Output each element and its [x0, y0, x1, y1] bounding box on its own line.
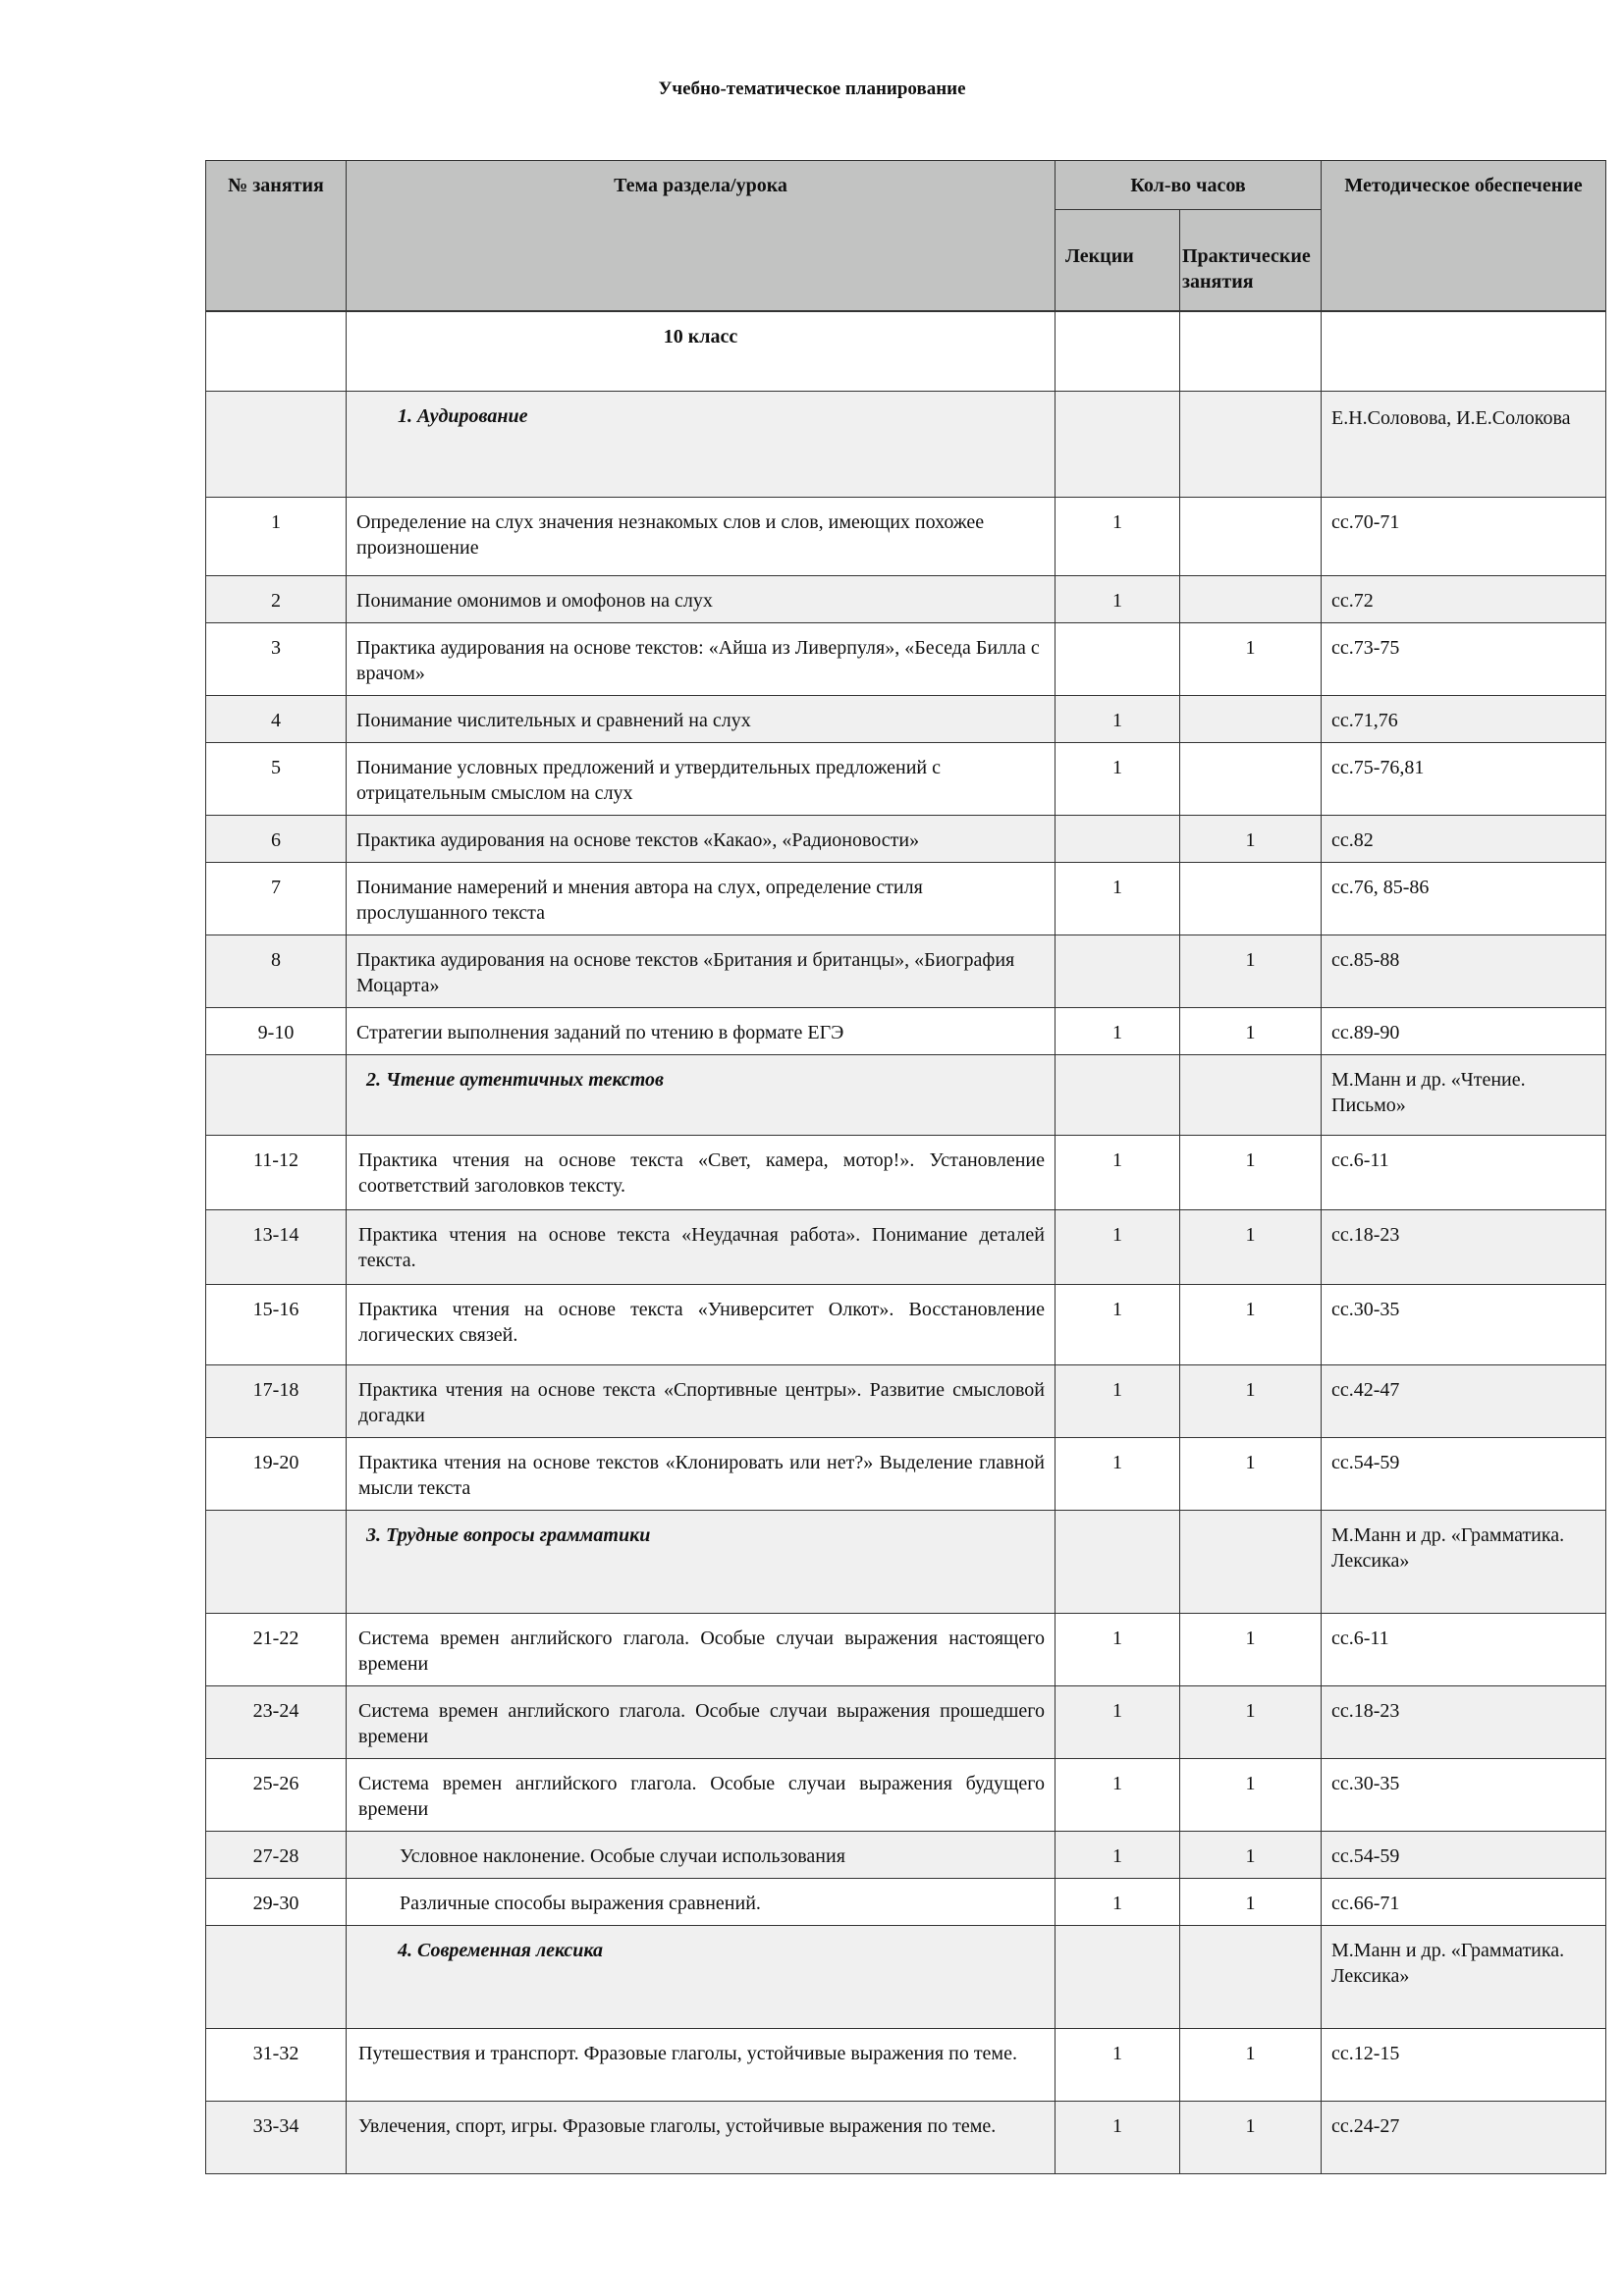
practice-hours: 1: [1180, 935, 1322, 1008]
lesson-topic: Практика аудирования на основе текстов «Какао», «Радионовости»: [347, 816, 1056, 863]
section-method: М.Манн и др. «Грамматика. Лексика»: [1322, 1926, 1606, 2029]
practice-hours: 1: [1180, 1365, 1322, 1438]
lecture-hours: 1: [1056, 1614, 1180, 1686]
lesson-number: 8: [206, 935, 347, 1008]
method-pages: сс.30-35: [1322, 1285, 1606, 1365]
table-row: [206, 743, 1606, 816]
table-row: [206, 696, 1606, 743]
table-row: [206, 1879, 1606, 1926]
method-pages: сс.89-90: [1322, 1008, 1606, 1055]
practice-hours: [1180, 696, 1322, 743]
lesson-number: 19-20: [206, 1438, 347, 1511]
lecture-hours: 1: [1056, 1759, 1180, 1832]
lecture-hours: 1: [1056, 696, 1180, 743]
table-row: [206, 1285, 1606, 1365]
lecture-hours: [1056, 935, 1180, 1008]
header-num: № занятия: [206, 161, 347, 311]
lesson-number: 7: [206, 863, 347, 935]
lesson-topic: Понимание числительных и сравнений на слух: [347, 696, 1056, 743]
lecture-hours: [1056, 816, 1180, 863]
table-row: [206, 1438, 1606, 1511]
lesson-topic: Практика аудирования на основе текстов «Британия и британцы», «Биография Моцарта»: [347, 935, 1056, 1008]
table-row: [206, 863, 1606, 935]
table-row: [206, 498, 1606, 576]
lecture-hours: 1: [1056, 2029, 1180, 2102]
class-title: 10 класс: [347, 311, 1056, 392]
practice-hours: [1180, 576, 1322, 623]
method-pages: сс.82: [1322, 816, 1606, 863]
header-topic: Тема раздела/урока: [347, 161, 1056, 311]
method-pages: сс.54-59: [1322, 1832, 1606, 1879]
lecture-hours: 1: [1056, 1365, 1180, 1438]
lecture-hours: 1: [1056, 1008, 1180, 1055]
table-row: [206, 1008, 1606, 1055]
lesson-topic: Практика чтения на основе текста «Неудачная работа». Понимание деталей текста.: [347, 1210, 1056, 1285]
lesson-number: 17-18: [206, 1365, 347, 1438]
lecture-hours: 1: [1056, 1438, 1180, 1511]
practice-hours: 1: [1180, 2029, 1322, 2102]
table-row: [206, 935, 1606, 1008]
lesson-topic: Понимание омонимов и омофонов на слух: [347, 576, 1056, 623]
lesson-number: 31-32: [206, 2029, 347, 2102]
section-row: [206, 1511, 1606, 1614]
table-row: [206, 1136, 1606, 1210]
lesson-number: 25-26: [206, 1759, 347, 1832]
practice-hours: 1: [1180, 1759, 1322, 1832]
practice-hours: 1: [1180, 1285, 1322, 1365]
lesson-number: 29-30: [206, 1879, 347, 1926]
lecture-hours: 1: [1056, 498, 1180, 576]
practice-hours: 1: [1180, 2102, 1322, 2174]
practice-hours: 1: [1180, 816, 1322, 863]
section-method: М.Манн и др. «Грамматика. Лексика»: [1322, 1511, 1606, 1614]
lecture-hours: [1056, 623, 1180, 696]
header-hours: Кол-во часов: [1056, 161, 1322, 210]
method-pages: сс.76, 85-86: [1322, 863, 1606, 935]
practice-hours: [1180, 743, 1322, 816]
table-row: [206, 1614, 1606, 1686]
lesson-topic: Система времен английского глагола. Особые случаи выражения прошедшего времени: [347, 1686, 1056, 1759]
lesson-topic: Система времен английского глагола. Особые случаи выражения настоящего времени: [347, 1614, 1056, 1686]
practice-hours: [1180, 863, 1322, 935]
method-pages: сс.30-35: [1322, 1759, 1606, 1832]
lesson-topic: Путешествия и транспорт. Фразовые глаголы, устойчивые выражения по теме.: [347, 2029, 1056, 2102]
method-pages: сс.70-71: [1322, 498, 1606, 576]
lecture-hours: 1: [1056, 1136, 1180, 1210]
header-method: Методическое обеспечение: [1322, 161, 1606, 311]
page-title: Учебно-тематическое планирование: [658, 79, 966, 99]
lesson-topic: Различные способы выражения сравнений.: [347, 1879, 1056, 1926]
table-row: [206, 1365, 1606, 1438]
lesson-topic: Определение на слух значения незнакомых слов и слов, имеющих похожее произношение: [347, 498, 1056, 576]
method-pages: сс.73-75: [1322, 623, 1606, 696]
method-pages: сс.72: [1322, 576, 1606, 623]
method-pages: сс.54-59: [1322, 1438, 1606, 1511]
lecture-hours: 1: [1056, 743, 1180, 816]
lesson-topic: Увлечения, спорт, игры. Фразовые глаголы, устойчивые выражения по теме.: [347, 2102, 1056, 2174]
lecture-hours: 1: [1056, 1686, 1180, 1759]
practice-hours: 1: [1180, 623, 1322, 696]
practice-hours: 1: [1180, 1136, 1322, 1210]
lesson-topic: Понимание условных предложений и утвердительных предложений с отрицательным смыслом на слух: [347, 743, 1056, 816]
table-row: [206, 2029, 1606, 2102]
practice-hours: 1: [1180, 1686, 1322, 1759]
table-row: [206, 576, 1606, 623]
table-row: [206, 816, 1606, 863]
section-method: М.Манн и др. «Чтение. Письмо»: [1322, 1055, 1606, 1136]
practice-hours: 1: [1180, 1879, 1322, 1926]
lesson-number: 9-10: [206, 1008, 347, 1055]
table-row: [206, 1832, 1606, 1879]
lesson-topic: Практика чтения на основе текста «Университет Олкот». Восстановление логических связей.: [347, 1285, 1056, 1365]
method-pages: сс.42-47: [1322, 1365, 1606, 1438]
method-pages: сс.24-27: [1322, 2102, 1606, 2174]
practice-hours: 1: [1180, 1008, 1322, 1055]
lesson-topic: Практика чтения на основе текста «Спортивные центры». Развитие смысловой догадки: [347, 1365, 1056, 1438]
practice-hours: 1: [1180, 1832, 1322, 1879]
method-pages: сс.75-76,81: [1322, 743, 1606, 816]
lecture-hours: 1: [1056, 1879, 1180, 1926]
lecture-hours: 1: [1056, 863, 1180, 935]
method-pages: сс.71,76: [1322, 696, 1606, 743]
lesson-number: 5: [206, 743, 347, 816]
practice-hours: 1: [1180, 1614, 1322, 1686]
lesson-number: 27-28: [206, 1832, 347, 1879]
section-method: Е.Н.Соловова, И.Е.Солокова: [1322, 392, 1606, 498]
method-pages: сс.12-15: [1322, 2029, 1606, 2102]
header-practice: Практические занятия: [1180, 210, 1322, 311]
lecture-hours: 1: [1056, 1210, 1180, 1285]
lesson-number: 3: [206, 623, 347, 696]
table-row: [206, 2102, 1606, 2174]
table-row: [206, 1759, 1606, 1832]
lesson-number: 21-22: [206, 1614, 347, 1686]
table-row: [206, 1210, 1606, 1285]
lesson-number: 6: [206, 816, 347, 863]
practice-hours: 1: [1180, 1438, 1322, 1511]
table-row: [206, 1686, 1606, 1759]
section-title: 3. Трудные вопросы грамматики: [347, 1511, 1056, 1614]
lesson-number: 33-34: [206, 2102, 347, 2174]
lesson-number: 11-12: [206, 1136, 347, 1210]
lecture-hours: 1: [1056, 2102, 1180, 2174]
method-pages: сс.66-71: [1322, 1879, 1606, 1926]
lecture-hours: 1: [1056, 1832, 1180, 1879]
section-title: 2. Чтение аутентичных текстов: [347, 1055, 1056, 1136]
lesson-topic: Система времен английского глагола. Особые случаи выражения будущего времени: [347, 1759, 1056, 1832]
section-title: 1. Аудирование: [347, 392, 1056, 498]
lesson-number: 15-16: [206, 1285, 347, 1365]
lesson-topic: Условное наклонение. Особые случаи использования: [347, 1832, 1056, 1879]
method-pages: сс.85-88: [1322, 935, 1606, 1008]
section-row: [206, 392, 1606, 498]
lesson-topic: Практика чтения на основе текста «Свет, камера, мотор!». Установление соответствий заголовков тексту.: [347, 1136, 1056, 1210]
lesson-number: 13-14: [206, 1210, 347, 1285]
planning-table: [205, 160, 1606, 2174]
lesson-number: 23-24: [206, 1686, 347, 1759]
method-pages: сс.18-23: [1322, 1686, 1606, 1759]
method-pages: сс.18-23: [1322, 1210, 1606, 1285]
lesson-topic: Практика аудирования на основе текстов: «Айша из Ливерпуля», «Беседа Билла с врачом»: [347, 623, 1056, 696]
method-pages: сс.6-11: [1322, 1136, 1606, 1210]
lesson-topic: Стратегии выполнения заданий по чтению в формате ЕГЭ: [347, 1008, 1056, 1055]
class-row: [206, 311, 1606, 392]
practice-hours: [1180, 498, 1322, 576]
table-header-row: [206, 161, 1606, 210]
lesson-topic: Практика чтения на основе текстов «Клонировать или нет?» Выделение главной мысли текста: [347, 1438, 1056, 1511]
table-row: [206, 623, 1606, 696]
practice-hours: 1: [1180, 1210, 1322, 1285]
section-row: [206, 1926, 1606, 2029]
lesson-number: 2: [206, 576, 347, 623]
method-pages: сс.6-11: [1322, 1614, 1606, 1686]
lecture-hours: 1: [1056, 576, 1180, 623]
section-title: 4. Современная лексика: [347, 1926, 1056, 2029]
lesson-number: 4: [206, 696, 347, 743]
header-lectures: Лекции: [1056, 210, 1180, 311]
lesson-number: 1: [206, 498, 347, 576]
section-row: [206, 1055, 1606, 1136]
lesson-topic: Понимание намерений и мнения автора на слух, определение стиля прослушанного текста: [347, 863, 1056, 935]
lecture-hours: 1: [1056, 1285, 1180, 1365]
